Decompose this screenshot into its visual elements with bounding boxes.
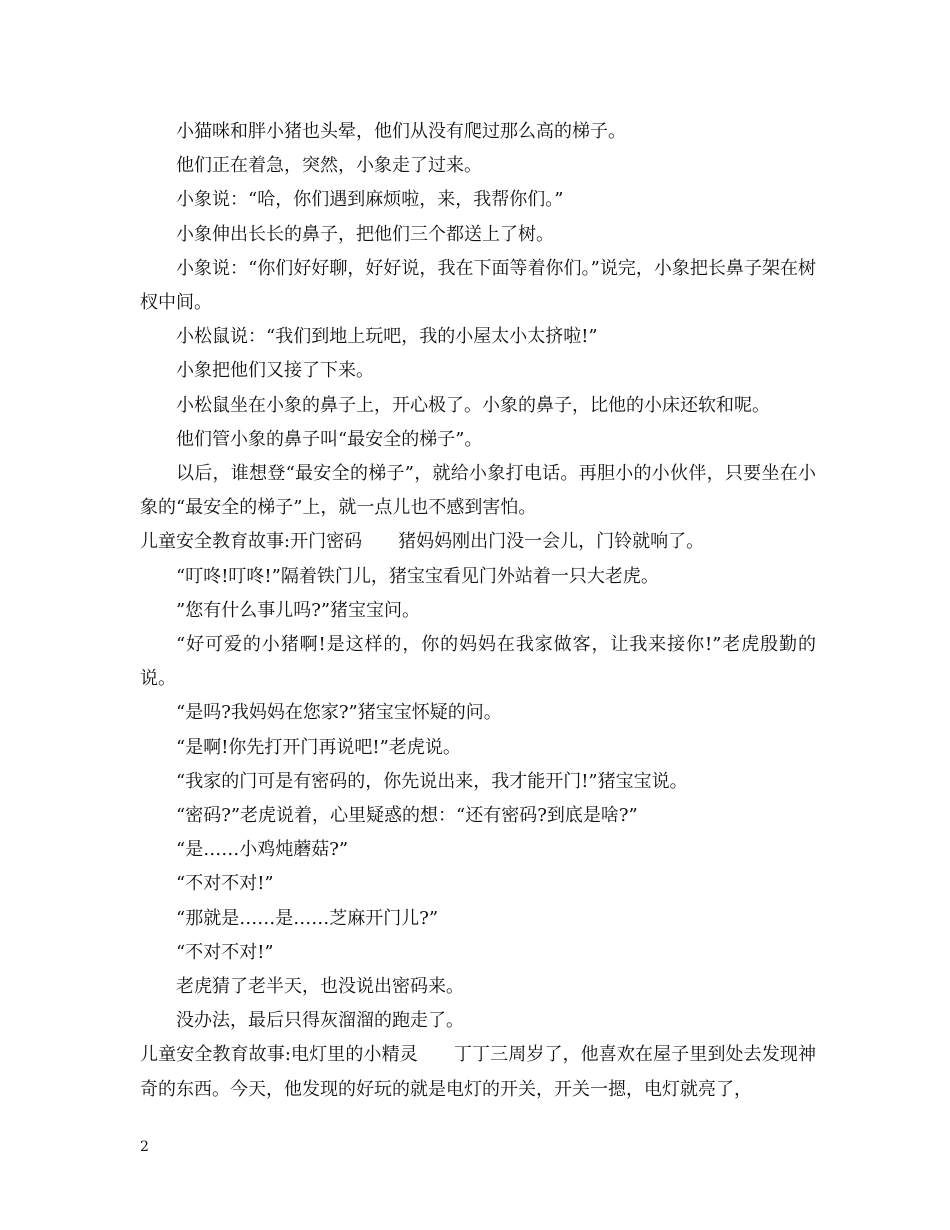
document-body <box>140 115 816 1107</box>
paragraph-text: “是啊!你先打开门再说吧!”老虎说。 <box>176 736 461 758</box>
paragraph <box>140 457 816 525</box>
paragraph-text: 猪妈妈刚出门没一会儿，门铃就响了。 <box>398 531 705 553</box>
paragraph-text: “密码?”老虎说着，心里疑惑的想：“还有密码?到底是啥?” <box>176 805 638 827</box>
paragraph <box>140 765 816 799</box>
paragraph <box>140 833 816 867</box>
paragraph-text: “不对不对!” <box>176 941 274 963</box>
paragraph-text: 以后，谁想登“最安全的梯子”，就给小象打电话。再胆小的小伙伴，只要坐在小象的“最安全的梯子”上，就一点儿也不感到害怕。 <box>140 463 816 519</box>
paragraph <box>140 902 816 936</box>
paragraph <box>140 252 816 320</box>
paragraph-text: 小松鼠坐在小象的鼻子上，开心极了。小象的鼻子，比他的小床还软和呢。 <box>176 394 770 416</box>
paragraph <box>140 115 816 149</box>
paragraph <box>140 354 816 388</box>
story-heading-paragraph <box>140 1038 816 1106</box>
paragraph <box>140 867 816 901</box>
paragraph <box>140 628 816 696</box>
paragraph <box>140 799 816 833</box>
paragraph-text: 小象说：“哈，你们遇到麻烦啦，来，我帮你们。” <box>176 189 564 211</box>
paragraph-text: 小松鼠说：“我们到地上玩吧，我的小屋太小太挤啦!” <box>176 326 598 348</box>
paragraph-text: 小象把他们又接了下来。 <box>176 360 374 382</box>
story-title: 儿童安全教育故事:电灯里的小精灵 <box>140 1044 418 1066</box>
paragraph-text: 没办法，最后只得灰溜溜的跑走了。 <box>176 1010 464 1032</box>
paragraph <box>140 731 816 765</box>
paragraph-text: “不对不对!” <box>176 873 274 895</box>
paragraph <box>140 183 816 217</box>
story-heading-paragraph <box>140 525 816 559</box>
paragraph-text: “是吗?我妈妈在您家?”猪宝宝怀疑的问。 <box>176 702 502 724</box>
paragraph <box>140 1004 816 1038</box>
paragraph-text: “叮咚!叮咚!”隔着铁门儿，猪宝宝看见门外站着一只大老虎。 <box>176 565 659 587</box>
paragraph-text: 小象伸出长长的鼻子，把他们三个都送上了树。 <box>176 223 554 245</box>
story-title: 儿童安全教育故事:开门密码 <box>140 531 363 553</box>
paragraph-text: 他们管小象的鼻子叫“最安全的梯子”。 <box>176 428 483 450</box>
paragraph-text: “是……小鸡炖蘑菇?” <box>176 839 349 861</box>
paragraph <box>140 936 816 970</box>
paragraph <box>140 320 816 354</box>
paragraph-text: “那就是……是……芝麻开门儿?” <box>176 907 439 929</box>
paragraph-text: 小象说：“你们好好聊，好好说，我在下面等着你们。”说完，小象把长鼻子架在树杈中间。 <box>140 257 816 314</box>
paragraph-text: “好可爱的小猪啊!是这样的，你的妈妈在我家做客，让我来接你!”老虎殷勤的说。 <box>140 634 816 690</box>
paragraph <box>140 970 816 1004</box>
paragraph-text: 小猫咪和胖小猪也头晕，他们从没有爬过那么高的梯子。 <box>176 121 626 142</box>
paragraph-text: 他们正在着急，突然，小象走了过来。 <box>176 155 482 177</box>
paragraph-text: 丁丁三周岁了，他喜欢在屋子里到处去发现神奇的东西。今天，他发现的好玩的就是电灯的开关，开关一摁，电灯就亮了， <box>140 1044 816 1100</box>
paragraph <box>140 696 816 730</box>
paragraph <box>140 423 816 457</box>
page-number: 2 <box>140 1139 149 1155</box>
paragraph <box>140 594 816 628</box>
paragraph-text: 老虎猜了老半天，也没说出密码来。 <box>176 976 464 998</box>
paragraph-text: “我家的门可是有密码的，你先说出来，我才能开门!”猪宝宝说。 <box>176 770 688 792</box>
paragraph-text: ”您有什么事儿吗?”猪宝宝问。 <box>176 599 421 621</box>
paragraph <box>140 389 816 423</box>
paragraph <box>140 218 816 252</box>
paragraph <box>140 560 816 594</box>
paragraph <box>140 149 816 183</box>
